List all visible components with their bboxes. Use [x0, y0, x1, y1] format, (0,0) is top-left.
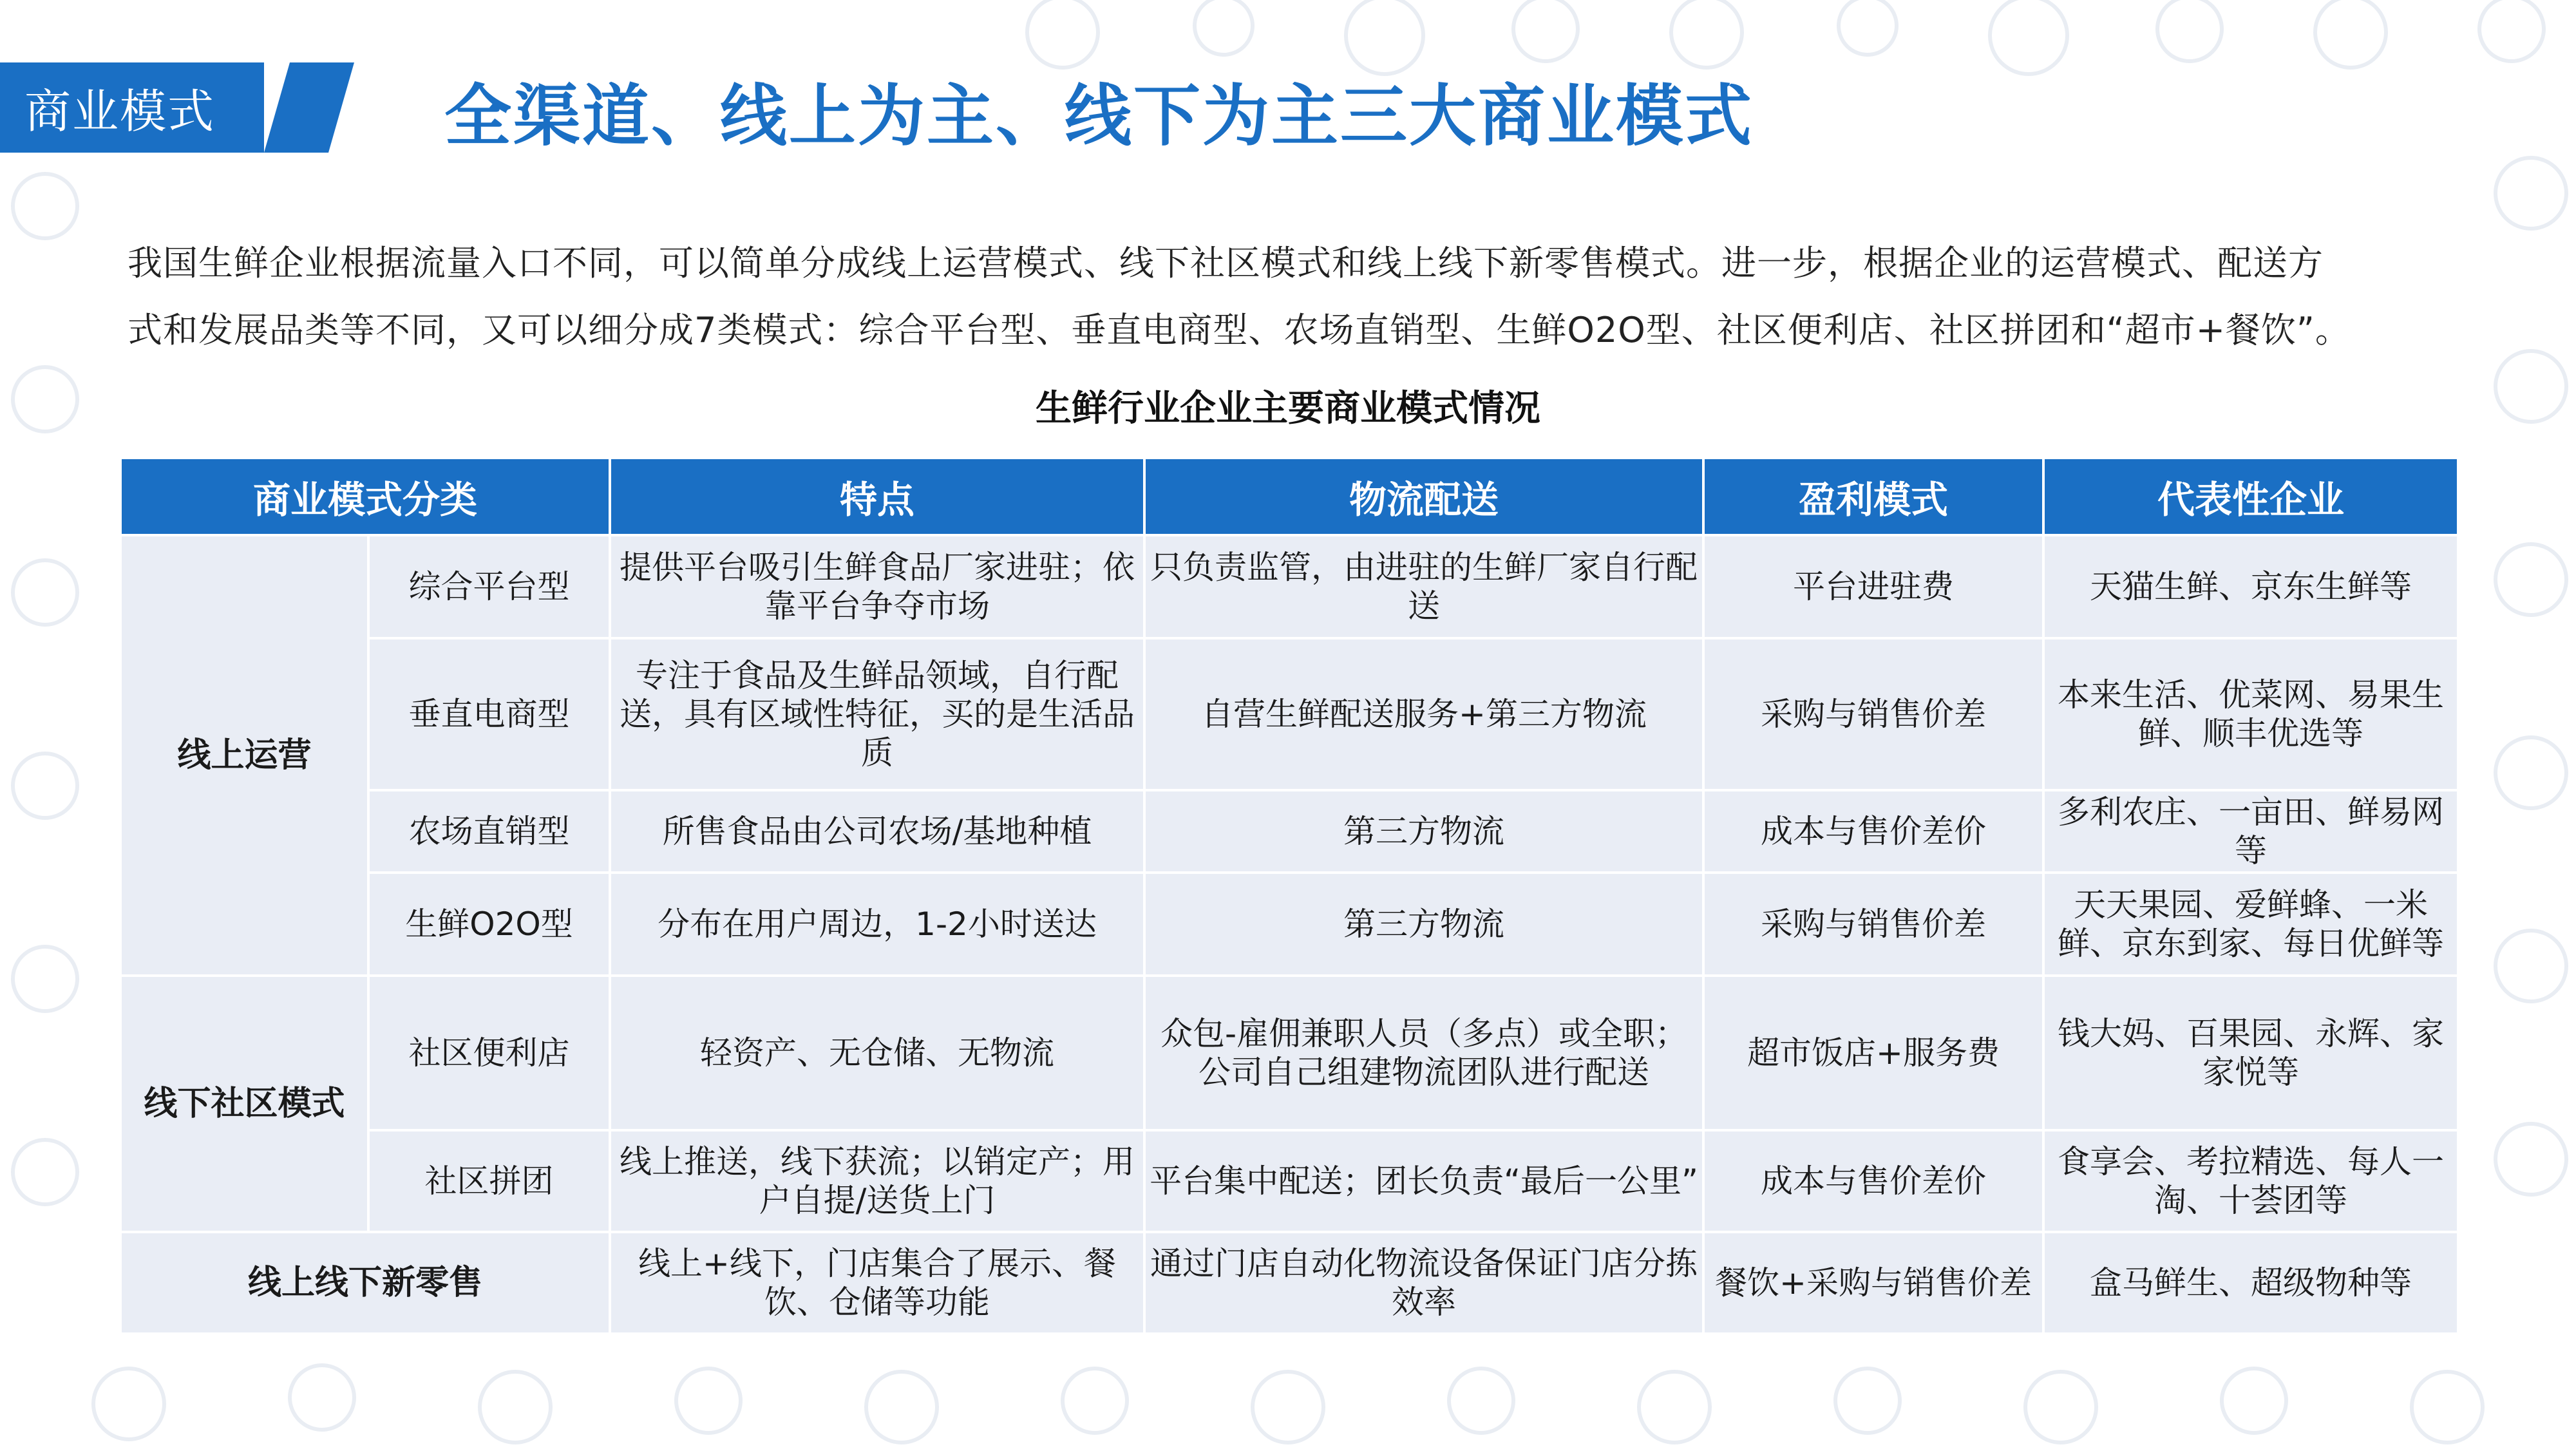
table-row — [120, 1232, 2458, 1334]
header-logistics: 物流配送 — [1144, 459, 1703, 535]
companies-cell: 天猫生鲜、京东生鲜等 — [2043, 535, 2458, 638]
logistics-cell: 自营生鲜配送服务+第三方物流 — [1144, 638, 1703, 790]
profit-cell: 超市饭店+服务费 — [1703, 976, 2043, 1130]
business-model-table — [119, 459, 2459, 1335]
logistics-cell: 第三方物流 — [1144, 790, 1703, 873]
subtype-cell: 垂直电商型 — [368, 638, 610, 790]
table-row — [120, 535, 2458, 638]
subtype-cell: 生鲜O2O型 — [368, 873, 610, 976]
companies-cell: 钱大妈、百果园、永辉、家家悦等 — [2043, 976, 2458, 1130]
companies-cell: 天天果园、爱鲜蜂、一米鲜、京东到家、每日优鲜等 — [2043, 873, 2458, 976]
intro-line-1: 我国生鲜企业根据流量入口不同，可以简单分成线上运营模式、线下社区模式和线上线下新零售模式。进一步，根据企业的运营模式、配送方 — [128, 243, 2324, 283]
intro-line-2: 式和发展品类等不同，又可以细分成7类模式：综合平台型、垂直电商型、农场直销型、生鲜O2O型、社区便利店、社区拼团和“超市+餐饮”。 — [128, 310, 2351, 350]
table-title: 生鲜行业企业主要商业模式情况 — [1036, 388, 1540, 430]
category-cell: 线下社区模式 — [120, 976, 368, 1232]
logistics-cell: 通过门店自动化物流设备保证门店分拣效率 — [1144, 1232, 1703, 1334]
table-row — [120, 976, 2458, 1130]
profit-cell: 平台进驻费 — [1703, 535, 2043, 638]
profit-cell: 餐饮+采购与销售价差 — [1703, 1232, 2043, 1334]
profit-cell: 成本与售价差价 — [1703, 1130, 2043, 1232]
section-label: 商业模式 — [24, 84, 216, 138]
companies-cell: 多利农庄、一亩田、鲜易网等 — [2043, 790, 2458, 873]
table-row — [120, 873, 2458, 976]
logistics-cell: 第三方物流 — [1144, 873, 1703, 976]
table-row — [120, 638, 2458, 790]
feature-cell: 所售食品由公司农场/基地种植 — [610, 790, 1144, 873]
profit-cell: 采购与销售价差 — [1703, 638, 2043, 790]
category-cell: 线上运营 — [120, 535, 368, 976]
logistics-cell: 众包-雇佣兼职人员（多点）或全职；公司自己组建物流团队进行配送 — [1144, 976, 1703, 1130]
table-row — [120, 1130, 2458, 1232]
subtype-cell: 综合平台型 — [368, 535, 610, 638]
companies-cell: 本来生活、优菜网、易果生鲜、顺丰优选等 — [2043, 638, 2458, 790]
intro-paragraph — [128, 230, 2472, 364]
header-profit: 盈利模式 — [1703, 459, 2043, 535]
profit-cell: 成本与售价差价 — [1703, 790, 2043, 873]
tag-slash-decoration — [264, 62, 354, 153]
feature-cell: 轻资产、无仓储、无物流 — [610, 976, 1144, 1130]
header-feature: 特点 — [610, 459, 1144, 535]
subtype-cell: 社区拼团 — [368, 1130, 610, 1232]
subtype-cell: 农场直销型 — [368, 790, 610, 873]
logistics-cell: 只负责监管，由进驻的生鲜厂家自行配送 — [1144, 535, 1703, 638]
companies-cell: 食享会、考拉精选、每人一淘、十荟团等 — [2043, 1130, 2458, 1232]
feature-cell: 线上+线下，门店集合了展示、餐饮、仓储等功能 — [610, 1232, 1144, 1334]
subtype-cell: 社区便利店 — [368, 976, 610, 1130]
header-companies: 代表性企业 — [2043, 459, 2458, 535]
header-category: 商业模式分类 — [120, 459, 610, 535]
feature-cell: 专注于食品及生鲜品领域，自行配送，具有区域性特征，买的是生活品质 — [610, 638, 1144, 790]
section-tag — [0, 62, 264, 153]
companies-cell: 盒马鲜生、超级物种等 — [2043, 1232, 2458, 1334]
feature-cell: 提供平台吸引生鲜食品厂家进驻；依靠平台争夺市场 — [610, 535, 1144, 638]
logistics-cell: 平台集中配送；团长负责“最后一公里” — [1144, 1130, 1703, 1232]
table-header-row — [120, 459, 2458, 535]
feature-cell: 分布在用户周边，1-2小时送达 — [610, 873, 1144, 976]
feature-cell: 线上推送，线下获流；以销定产；用户自提/送货上门 — [610, 1130, 1144, 1232]
category-cell: 线上线下新零售 — [120, 1232, 610, 1334]
profit-cell: 采购与销售价差 — [1703, 873, 2043, 976]
table-row — [120, 790, 2458, 873]
page-title: 全渠道、线上为主、线下为主三大商业模式 — [444, 77, 1754, 155]
